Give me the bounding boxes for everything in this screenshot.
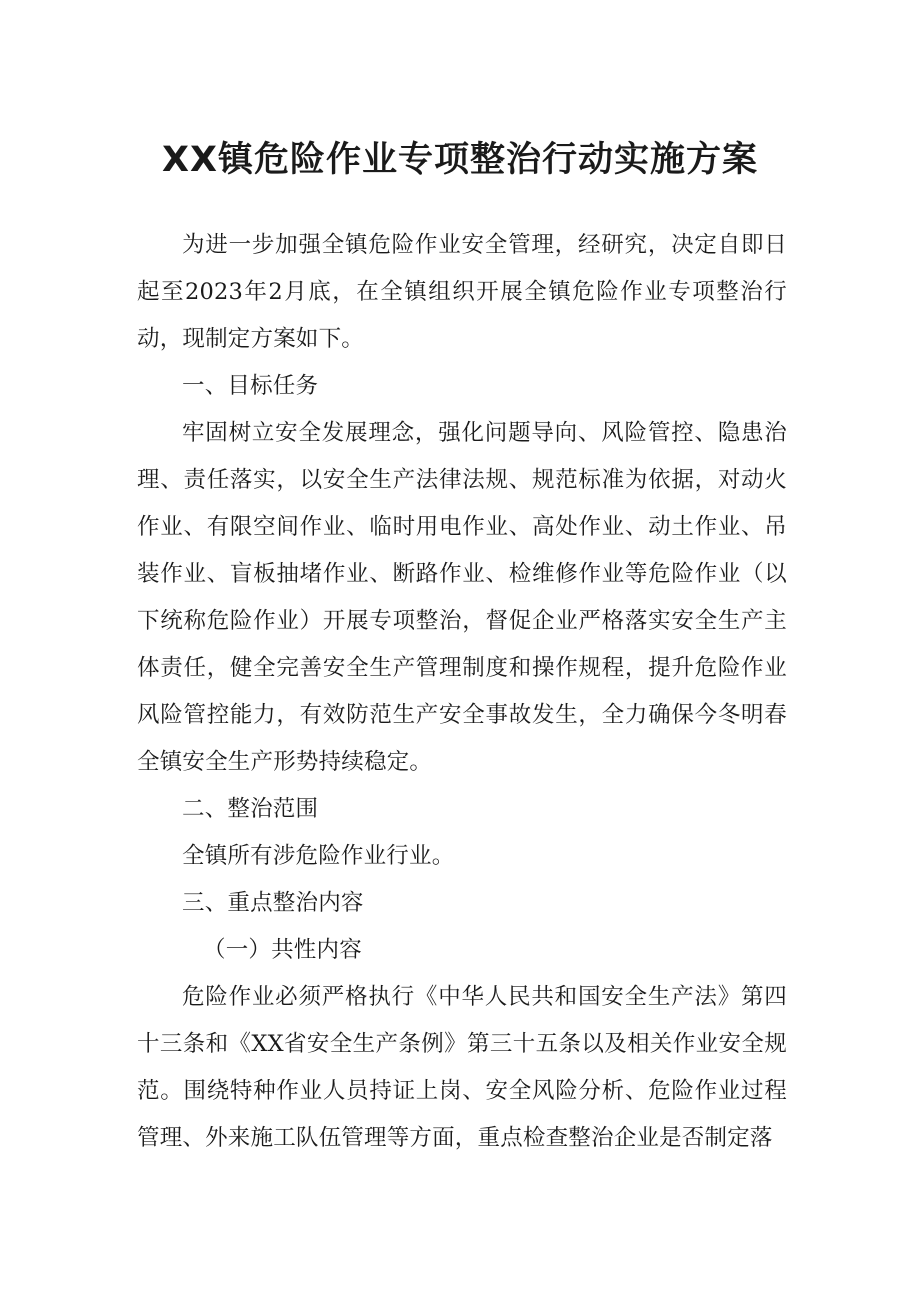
intro-paragraph: 为进一步加强全镇危险作业安全管理，经研究，决定自即日起至2023年2月底，在全镇组织开展全镇危险作业专项整治行动，现制定方案如下。 [137,232,787,352]
section-1-heading: 一、目标任务 [182,373,319,399]
section-2-paragraph: 全镇所有涉危险作业行业。 [182,843,455,869]
document-body [137,222,787,1162]
section-3-paragraph: 危险作业必须严格执行《中华人民共和国安全生产法》第四十三条和《XX省安全生产条例》第三十五条以及相关作业安全规范。围绕特种作业人员持证上岗、安全风险分析、危险作业过程管理、外来施工队伍管理等方面，重点检查整治企业是否制定落 [137,984,787,1151]
document-title: XX镇危险作业专项整治行动实施方案 [162,140,758,180]
section-2-heading: 二、整治范围 [182,796,319,822]
section-3-subheading: （一）共性内容 [203,937,362,963]
section-3-heading: 三、重点整治内容 [182,890,364,916]
section-1-paragraph: 牢固树立安全发展理念，强化问题导向、风险管控、隐患治理、责任落实，以安全生产法律法规、规范标准为依据，对动火作业、有限空间作业、临时用电作业、高处作业、动土作业、吊装作业、盲板抽堵作业、断路作业、检维修作业等危险作业（以下统称危险作业）开展专项整治，督促企业严格落实安全生产主体责任，健全完善安全生产管理制度和操作规程，提升危险作业风险管控能力，有效防范生产安全事故发生，全力确保今冬明春全镇安全生产形势持续稳定。 [137,420,787,775]
